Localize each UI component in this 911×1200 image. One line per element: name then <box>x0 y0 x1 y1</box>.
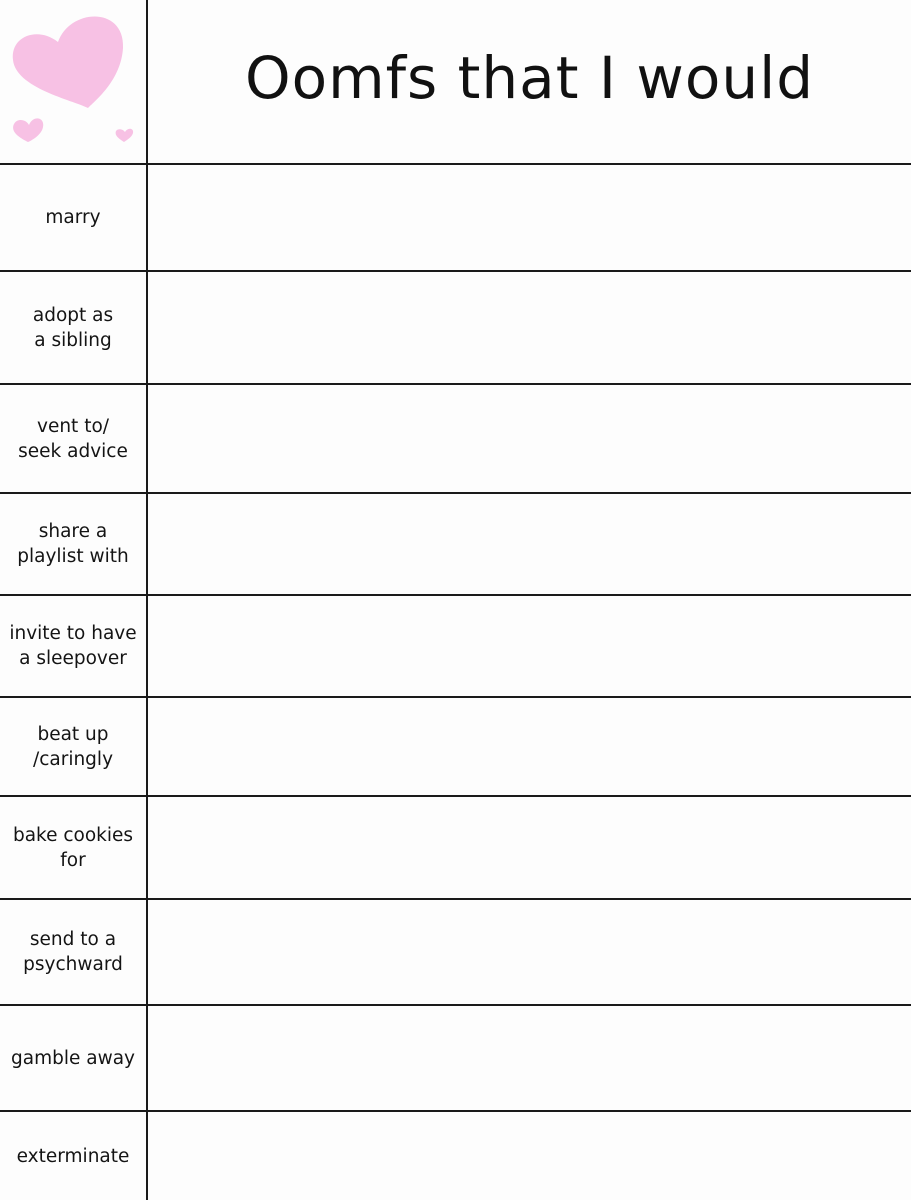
row-label-beat-up: beat up /caringly <box>32 723 114 770</box>
row-label-gamble-away: gamble away <box>11 1047 135 1069</box>
row-answer-cell[interactable] <box>148 698 911 795</box>
row-label-exterminate: exterminate <box>16 1145 130 1167</box>
row-answer-cell[interactable] <box>148 797 911 898</box>
row-answer-cell[interactable] <box>148 272 911 383</box>
heart-icon <box>13 16 123 108</box>
row-label-bake-cookies: bake cookies for <box>12 824 134 871</box>
row-label-share-playlist: share a playlist with <box>17 521 129 567</box>
hearts-decoration <box>0 0 146 164</box>
row-label-adopt-as-sibling: adopt as a sibling <box>32 304 114 351</box>
row-answer-cell[interactable] <box>148 385 911 492</box>
row-answer-cell[interactable] <box>148 900 911 1004</box>
row-answer-cell[interactable] <box>148 596 911 696</box>
row-label-psychward: send to a psychward <box>23 929 123 975</box>
row-answer-cell[interactable] <box>148 494 911 594</box>
row-label-vent-to: vent to/ seek advice <box>18 415 128 462</box>
small-heart-icon <box>13 118 43 142</box>
row-answer-cell[interactable] <box>148 1006 911 1110</box>
row-label-marry: marry <box>45 207 101 228</box>
row-label-sleepover: invite to have a sleepover <box>9 623 137 669</box>
row-answer-cell[interactable] <box>148 1112 911 1200</box>
header-decoration <box>0 0 146 164</box>
page-title: Oomfs that I would <box>244 44 815 112</box>
row-answer-cell[interactable] <box>148 165 911 270</box>
small-heart-icon <box>116 129 134 142</box>
